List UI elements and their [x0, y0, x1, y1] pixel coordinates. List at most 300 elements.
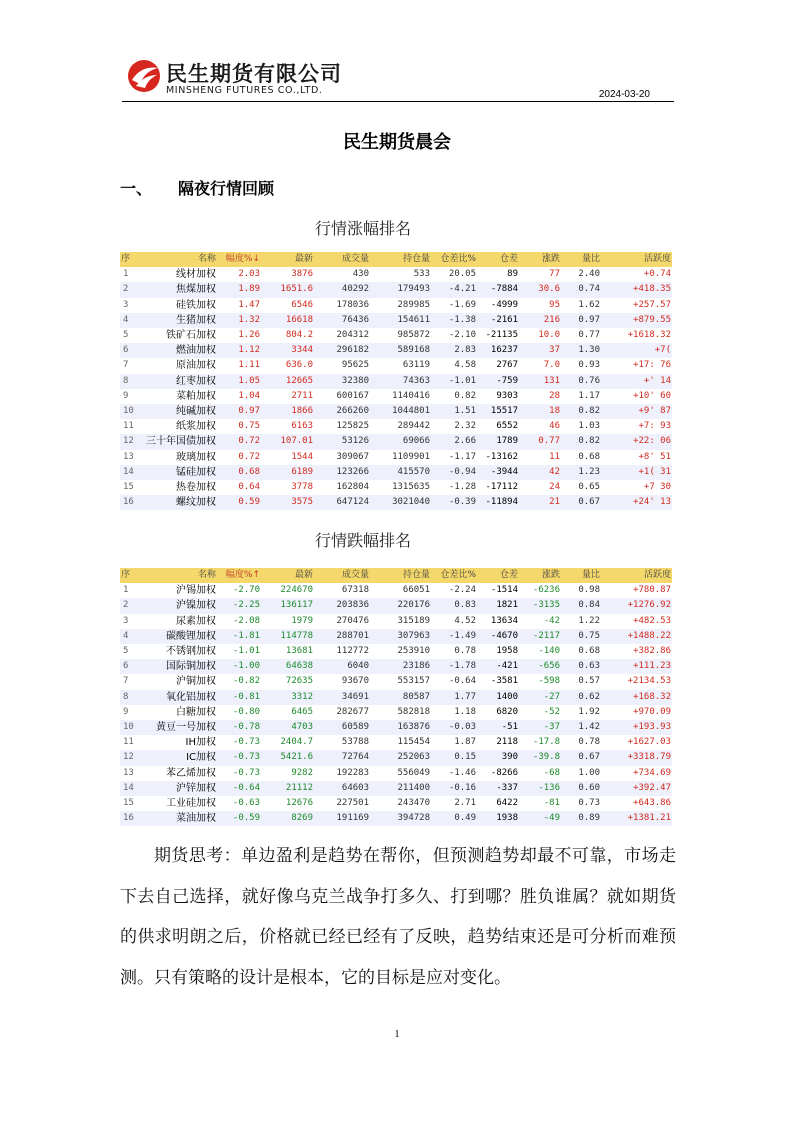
table-cell: +3318.79 [627, 752, 671, 763]
table-cell: 582818 [397, 706, 430, 717]
table-cell: 307963 [397, 630, 430, 641]
section-title: 隔夜行情回顾 [178, 179, 275, 198]
table-cell: 1.04 [238, 390, 260, 401]
table-cell: 553157 [397, 676, 430, 687]
table-cell: 0.97 [238, 406, 260, 417]
table-cell: +7( [654, 345, 671, 356]
table-cell: -0.39 [448, 497, 476, 508]
table-cell: 227501 [336, 798, 369, 809]
table-cell: 289442 [397, 421, 430, 432]
table-cell: 23186 [402, 661, 430, 672]
table-cell: 4.58 [454, 360, 476, 371]
table-cell: -27 [543, 691, 560, 702]
table-cell: 沪铜加权 [176, 676, 216, 688]
table-cell: 0.65 [578, 482, 600, 493]
table-cell: -0.64 [448, 676, 476, 687]
table-cell: -2.10 [448, 330, 476, 341]
table-cell: 工业硅加权 [166, 798, 216, 810]
table-cell: -1.81 [232, 630, 260, 641]
section-heading [120, 176, 274, 199]
table-cell: 0.68 [578, 646, 600, 657]
table-cell: 三十年国债加权 [146, 436, 216, 448]
table-cell: 4 [123, 630, 129, 641]
table-cell: 289985 [397, 299, 430, 310]
table-cell: +168.32 [633, 691, 671, 702]
table-cell: 10 [123, 406, 134, 417]
table-cell: 铁矿石加权 [166, 330, 216, 342]
column-header: 持仓量 [402, 254, 430, 264]
table-cell: 3021040 [392, 497, 430, 508]
table-cell: -17112 [485, 482, 518, 493]
table-cell: 123266 [336, 466, 369, 477]
table-cell: -3135 [532, 600, 560, 611]
table-cell: 0.59 [238, 497, 260, 508]
table-cell: 0.68 [578, 451, 600, 462]
table-cell: -37 [543, 722, 560, 733]
table-cell: +8' 51 [638, 451, 671, 462]
table-cell: 1 [123, 269, 129, 280]
table-cell: -3581 [490, 676, 518, 687]
table-cell: -337 [496, 782, 518, 793]
table-cell: 243470 [397, 798, 430, 809]
table-cell: 18 [549, 406, 560, 417]
table-cell: 1.18 [454, 706, 476, 717]
table-cell: +1618.32 [627, 330, 671, 341]
table-cell: -68 [543, 767, 560, 778]
table-cell: 6552 [496, 421, 518, 432]
table-cell: 1.92 [578, 706, 600, 717]
table-cell: 42 [549, 466, 560, 477]
table-cell: -0.81 [232, 691, 260, 702]
table-cell: 125825 [336, 421, 369, 432]
table-cell: +482.53 [633, 615, 671, 626]
table-cell: -4999 [490, 299, 518, 310]
table-cell: 10.0 [538, 330, 560, 341]
table-cell: -3944 [490, 466, 518, 477]
table-cell: 5 [123, 330, 129, 341]
table-row [120, 389, 672, 404]
table-cell: 266260 [336, 406, 369, 417]
table-row [120, 343, 672, 358]
table-row [120, 614, 672, 629]
table-cell: 0.72 [238, 451, 260, 462]
table-cell: 6 [123, 661, 129, 672]
column-header: 仓差比% [440, 570, 476, 580]
table-cell: 1821 [496, 600, 518, 611]
table-cell: 288701 [336, 630, 369, 641]
table-cell: 12665 [285, 375, 313, 386]
table-cell: 21112 [285, 782, 313, 793]
table-cell: -1.28 [448, 482, 476, 493]
table-cell: 203836 [336, 600, 369, 611]
column-header: 活跃度 [643, 254, 671, 264]
losers-table [120, 568, 672, 826]
table-cell: 3876 [291, 269, 313, 280]
table-cell: 12676 [285, 798, 313, 809]
table-cell: +1( 31 [638, 466, 671, 477]
table-cell: -0.80 [232, 706, 260, 717]
table-row [120, 583, 672, 598]
table-cell: -8266 [490, 767, 518, 778]
table-cell: 64603 [341, 782, 369, 793]
table-cell: 282677 [336, 706, 369, 717]
table-cell: 0.67 [578, 752, 600, 763]
table-row [120, 313, 672, 328]
table-cell: -1514 [490, 585, 518, 596]
table-cell: 270476 [336, 615, 369, 626]
table-row [120, 629, 672, 644]
table-row [120, 796, 672, 811]
table-cell: -2.08 [232, 615, 260, 626]
table-cell: -52 [543, 706, 560, 717]
table-cell: 37 [549, 345, 560, 356]
table-cell: +0.74 [643, 269, 671, 280]
table-cell: 0.78 [578, 737, 600, 748]
table-cell: 32380 [341, 375, 369, 386]
table-cell: 415570 [397, 466, 430, 477]
table-row [120, 644, 672, 659]
column-header: 仓差比% [440, 254, 476, 264]
table-cell: 国际铜加权 [166, 661, 216, 673]
table-cell: 纯碱加权 [176, 406, 216, 418]
table-row [120, 735, 672, 750]
table-cell: 5 [123, 646, 129, 657]
table-cell: -1.78 [448, 661, 476, 672]
table-cell: 0.73 [578, 798, 600, 809]
table-cell: 60589 [341, 722, 369, 733]
table-cell: -656 [538, 661, 560, 672]
table-cell: 3312 [291, 691, 313, 702]
table-cell: 11 [123, 421, 134, 432]
table-cell: 3 [123, 615, 129, 626]
table-cell: 2118 [496, 737, 518, 748]
table-cell: 1.30 [578, 345, 600, 356]
table-cell: 9282 [291, 767, 313, 778]
table-cell: +1627.03 [627, 737, 671, 748]
table-cell: 10 [123, 722, 134, 733]
table-cell: 1.47 [238, 299, 260, 310]
table-cell: 28 [549, 390, 560, 401]
table-cell: 0.68 [238, 466, 260, 477]
table-cell: -51 [501, 722, 518, 733]
table-cell: 1979 [291, 615, 313, 626]
table-cell: 220176 [397, 600, 430, 611]
table-row [120, 766, 672, 781]
page-number: 1 [394, 1029, 400, 1040]
table-cell: 黄豆一号加权 [156, 722, 216, 734]
table-cell: +734.69 [633, 767, 671, 778]
table-cell: 0.75 [238, 421, 260, 432]
table-cell: 13 [123, 767, 134, 778]
column-header: 最新 [294, 570, 313, 580]
table-cell: 390 [501, 752, 518, 763]
table-cell: 燃油加权 [176, 345, 216, 357]
table-cell: 1 [123, 585, 129, 596]
column-header: 成交量 [341, 254, 369, 264]
table-cell: 氧化铝加权 [166, 691, 216, 703]
table-cell: 53788 [341, 737, 369, 748]
table-cell: 204312 [336, 330, 369, 341]
table-row [120, 598, 672, 613]
table-cell: 163876 [397, 722, 430, 733]
table-cell: 1.89 [238, 284, 260, 295]
table-cell: -2117 [532, 630, 560, 641]
table-cell: 0.75 [578, 630, 600, 641]
table-cell: 硅铁加权 [176, 299, 216, 311]
table-cell: 107.01 [280, 436, 313, 447]
table-cell: 1.05 [238, 375, 260, 386]
table-cell: 131 [543, 375, 560, 386]
table-cell: 2711 [291, 390, 313, 401]
table-cell: 1.32 [238, 314, 260, 325]
table-cell: 0.93 [578, 360, 600, 371]
table-cell: -598 [538, 676, 560, 687]
table-cell: 67318 [341, 585, 369, 596]
table-row [120, 705, 672, 720]
table-cell: 2767 [496, 360, 518, 371]
table-cell: 纸浆加权 [176, 421, 216, 433]
table-cell: 77 [549, 269, 560, 280]
table-cell: 6163 [291, 421, 313, 432]
table-cell: +418.35 [633, 284, 671, 295]
table-cell: 1.62 [578, 299, 600, 310]
table-cell: 112772 [336, 646, 369, 657]
table-cell: 6820 [496, 706, 518, 717]
table-cell: 0.76 [578, 375, 600, 386]
table-cell: 0.77 [578, 330, 600, 341]
table-cell: 原油加权 [176, 360, 216, 372]
column-header: 涨跌 [541, 254, 560, 264]
table-cell: 74363 [402, 375, 430, 386]
table-cell: -2.25 [232, 600, 260, 611]
column-header: 序 [121, 570, 131, 580]
table-cell: 0.15 [454, 752, 476, 763]
table-row [120, 298, 672, 313]
table-cell: 192283 [336, 767, 369, 778]
table-cell: 0.77 [538, 436, 560, 447]
table-cell: 3778 [291, 482, 313, 493]
commentary-paragraph: 期货思考：单边盈利是趋势在帮你，但预测趋势却最不可靠，市场走下去自己选择，就好像乌克兰战争打多久、打到哪？胜负谁属？就如期货的供求明朗之后，价格就已经已经有了反映，趋势结束还是可分析而难预测。只有策略的设计是根本，它的目标是应对变化。 [120, 846, 676, 988]
section-number: 一、 [120, 179, 153, 198]
table-cell: 40292 [341, 284, 369, 295]
table-cell: 72764 [341, 752, 369, 763]
table-cell: -0.64 [232, 782, 260, 793]
table-row [120, 450, 672, 465]
table-cell: 162804 [336, 482, 369, 493]
table-cell: IH加权 [185, 737, 216, 749]
table-cell: 0.97 [578, 314, 600, 325]
header-divider [122, 101, 674, 102]
table-cell: 95625 [341, 360, 369, 371]
table-cell: 12 [123, 752, 134, 763]
table-row [120, 495, 672, 510]
table-cell: 253910 [397, 646, 430, 657]
table-cell: -1.17 [448, 451, 476, 462]
table-cell: -140 [538, 646, 560, 657]
table-cell: 沪锡加权 [176, 585, 216, 597]
table-cell: 3575 [291, 497, 313, 508]
table-cell: 2 [123, 600, 129, 611]
table-cell: +257.57 [633, 299, 671, 310]
table-cell: -1.01 [448, 375, 476, 386]
table-cell: 89 [507, 269, 518, 280]
table-row [120, 781, 672, 796]
table-cell: 30.6 [538, 284, 560, 295]
table-cell: 13681 [285, 646, 313, 657]
table-row [120, 811, 672, 826]
table-cell: -0.16 [448, 782, 476, 793]
table-cell: 9 [123, 706, 129, 717]
table-cell: +22: 06 [633, 436, 671, 447]
table-cell: -0.63 [232, 798, 260, 809]
table-cell: 3344 [291, 345, 313, 356]
table-cell: -1.00 [232, 661, 260, 672]
table-cell: 15 [123, 798, 134, 809]
table-cell: 46 [549, 421, 560, 432]
table-cell: 6040 [347, 661, 369, 672]
table-cell: 1044801 [392, 406, 430, 417]
table-row [120, 690, 672, 705]
table-cell: 红枣加权 [176, 375, 216, 387]
table-cell: +' 14 [643, 375, 671, 386]
table-row [120, 267, 672, 282]
table-cell: 1.23 [578, 466, 600, 477]
table-cell: 0.60 [578, 782, 600, 793]
page-title: 民生期货晨会 [343, 132, 451, 153]
table-cell: 菜油加权 [176, 813, 216, 825]
table-cell: 0.82 [578, 436, 600, 447]
table-cell: 556049 [397, 767, 430, 778]
table-cell: 72635 [285, 676, 313, 687]
company-name-en: MINSHENG FUTURES CO.,LTD. [166, 85, 323, 96]
table-cell: 13634 [490, 615, 518, 626]
table-cell: 1866 [291, 406, 313, 417]
table-cell: 2.40 [578, 269, 600, 280]
table-cell: 螺纹加权 [176, 497, 216, 509]
table-cell: 191169 [336, 813, 369, 824]
table-cell: 1789 [496, 436, 518, 447]
table-cell: 211400 [397, 782, 430, 793]
table-cell: 14 [123, 466, 134, 477]
table-cell: -39.8 [532, 752, 560, 763]
column-header: 名称 [197, 254, 216, 264]
table-row [120, 374, 672, 389]
table-cell: 114778 [280, 630, 313, 641]
table-cell: -759 [496, 375, 518, 386]
table-cell: +1381.21 [627, 813, 671, 824]
table-cell: 焦煤加权 [176, 284, 216, 296]
table-cell: 589168 [397, 345, 430, 356]
table-cell: -4.21 [448, 284, 476, 295]
table-row [120, 434, 672, 449]
header-date: 2024-03-20 [598, 89, 650, 100]
table-cell: 216 [543, 314, 560, 325]
table-cell: 6 [123, 345, 129, 356]
table-row [120, 674, 672, 689]
column-header: 幅度%↑ [225, 570, 260, 580]
table-cell: -1.01 [232, 646, 260, 657]
table-cell: 178036 [336, 299, 369, 310]
table-cell: 24 [549, 482, 560, 493]
table-cell: 1.51 [454, 406, 476, 417]
table-cell: 2 [123, 284, 129, 295]
table-cell: -21135 [485, 330, 518, 341]
table-cell: 1.87 [454, 737, 476, 748]
table-cell: 0.82 [454, 390, 476, 401]
table-cell: 533 [413, 269, 430, 280]
column-header: 名称 [197, 570, 216, 580]
table-row [120, 659, 672, 674]
table-cell: +24' 13 [633, 497, 671, 508]
table-cell: 苯乙烯加权 [166, 767, 216, 779]
table-cell: 8 [123, 375, 129, 386]
table-cell: 15 [123, 482, 134, 493]
table-cell: -4670 [490, 630, 518, 641]
table-cell: 1.77 [454, 691, 476, 702]
table-cell: -0.78 [232, 722, 260, 733]
table-cell: +879.55 [633, 314, 671, 325]
table-cell: +392.47 [633, 782, 671, 793]
table-cell: +193.93 [633, 722, 671, 733]
table-row [120, 419, 672, 434]
table-cell: 1.26 [238, 330, 260, 341]
table-cell: -6236 [532, 585, 560, 596]
table-cell: +9' 87 [638, 406, 671, 417]
table-cell: 0.78 [454, 646, 476, 657]
table-cell: 394728 [397, 813, 430, 824]
table-cell: 16237 [490, 345, 518, 356]
table-cell: -0.73 [232, 752, 260, 763]
table-cell: 9303 [496, 390, 518, 401]
table-cell: 1958 [496, 646, 518, 657]
table-cell: 7.0 [543, 360, 560, 371]
table-cell: 80587 [402, 691, 430, 702]
table-cell: 玻璃加权 [176, 451, 216, 463]
table-cell: 13 [123, 451, 134, 462]
table-cell: 296182 [336, 345, 369, 356]
table-cell: 1109901 [392, 451, 430, 462]
table-cell: 2.66 [454, 436, 476, 447]
table-cell: 1.12 [238, 345, 260, 356]
column-header: 仓差 [499, 254, 518, 264]
table-cell: 2404.7 [280, 737, 313, 748]
table-cell: 不锈钢加权 [166, 646, 216, 658]
table-cell: 11 [549, 451, 560, 462]
table-cell: 53126 [341, 436, 369, 447]
table-cell: 菜粕加权 [176, 390, 216, 402]
column-header: 成交量 [341, 570, 369, 580]
table-cell: -0.73 [232, 737, 260, 748]
table-cell: -2161 [490, 314, 518, 325]
table-cell: 1544 [291, 451, 313, 462]
table-cell: 2.03 [238, 269, 260, 280]
table-cell: +2134.53 [627, 676, 671, 687]
table-cell: 12 [123, 436, 134, 447]
table-cell: 16 [123, 813, 134, 824]
table-cell: 252063 [397, 752, 430, 763]
table-cell: -1.38 [448, 314, 476, 325]
table-cell: 0.63 [578, 661, 600, 672]
company-name-cn: 民生期货有限公司 [166, 62, 342, 86]
table-cell: 0.62 [578, 691, 600, 702]
table-cell: 1.42 [578, 722, 600, 733]
table-cell: 6189 [291, 466, 313, 477]
table-header-row [120, 568, 672, 583]
table-cell: 15517 [490, 406, 518, 417]
company-logo [126, 58, 366, 100]
table-cell: 1315635 [392, 482, 430, 493]
table-cell: -136 [538, 782, 560, 793]
